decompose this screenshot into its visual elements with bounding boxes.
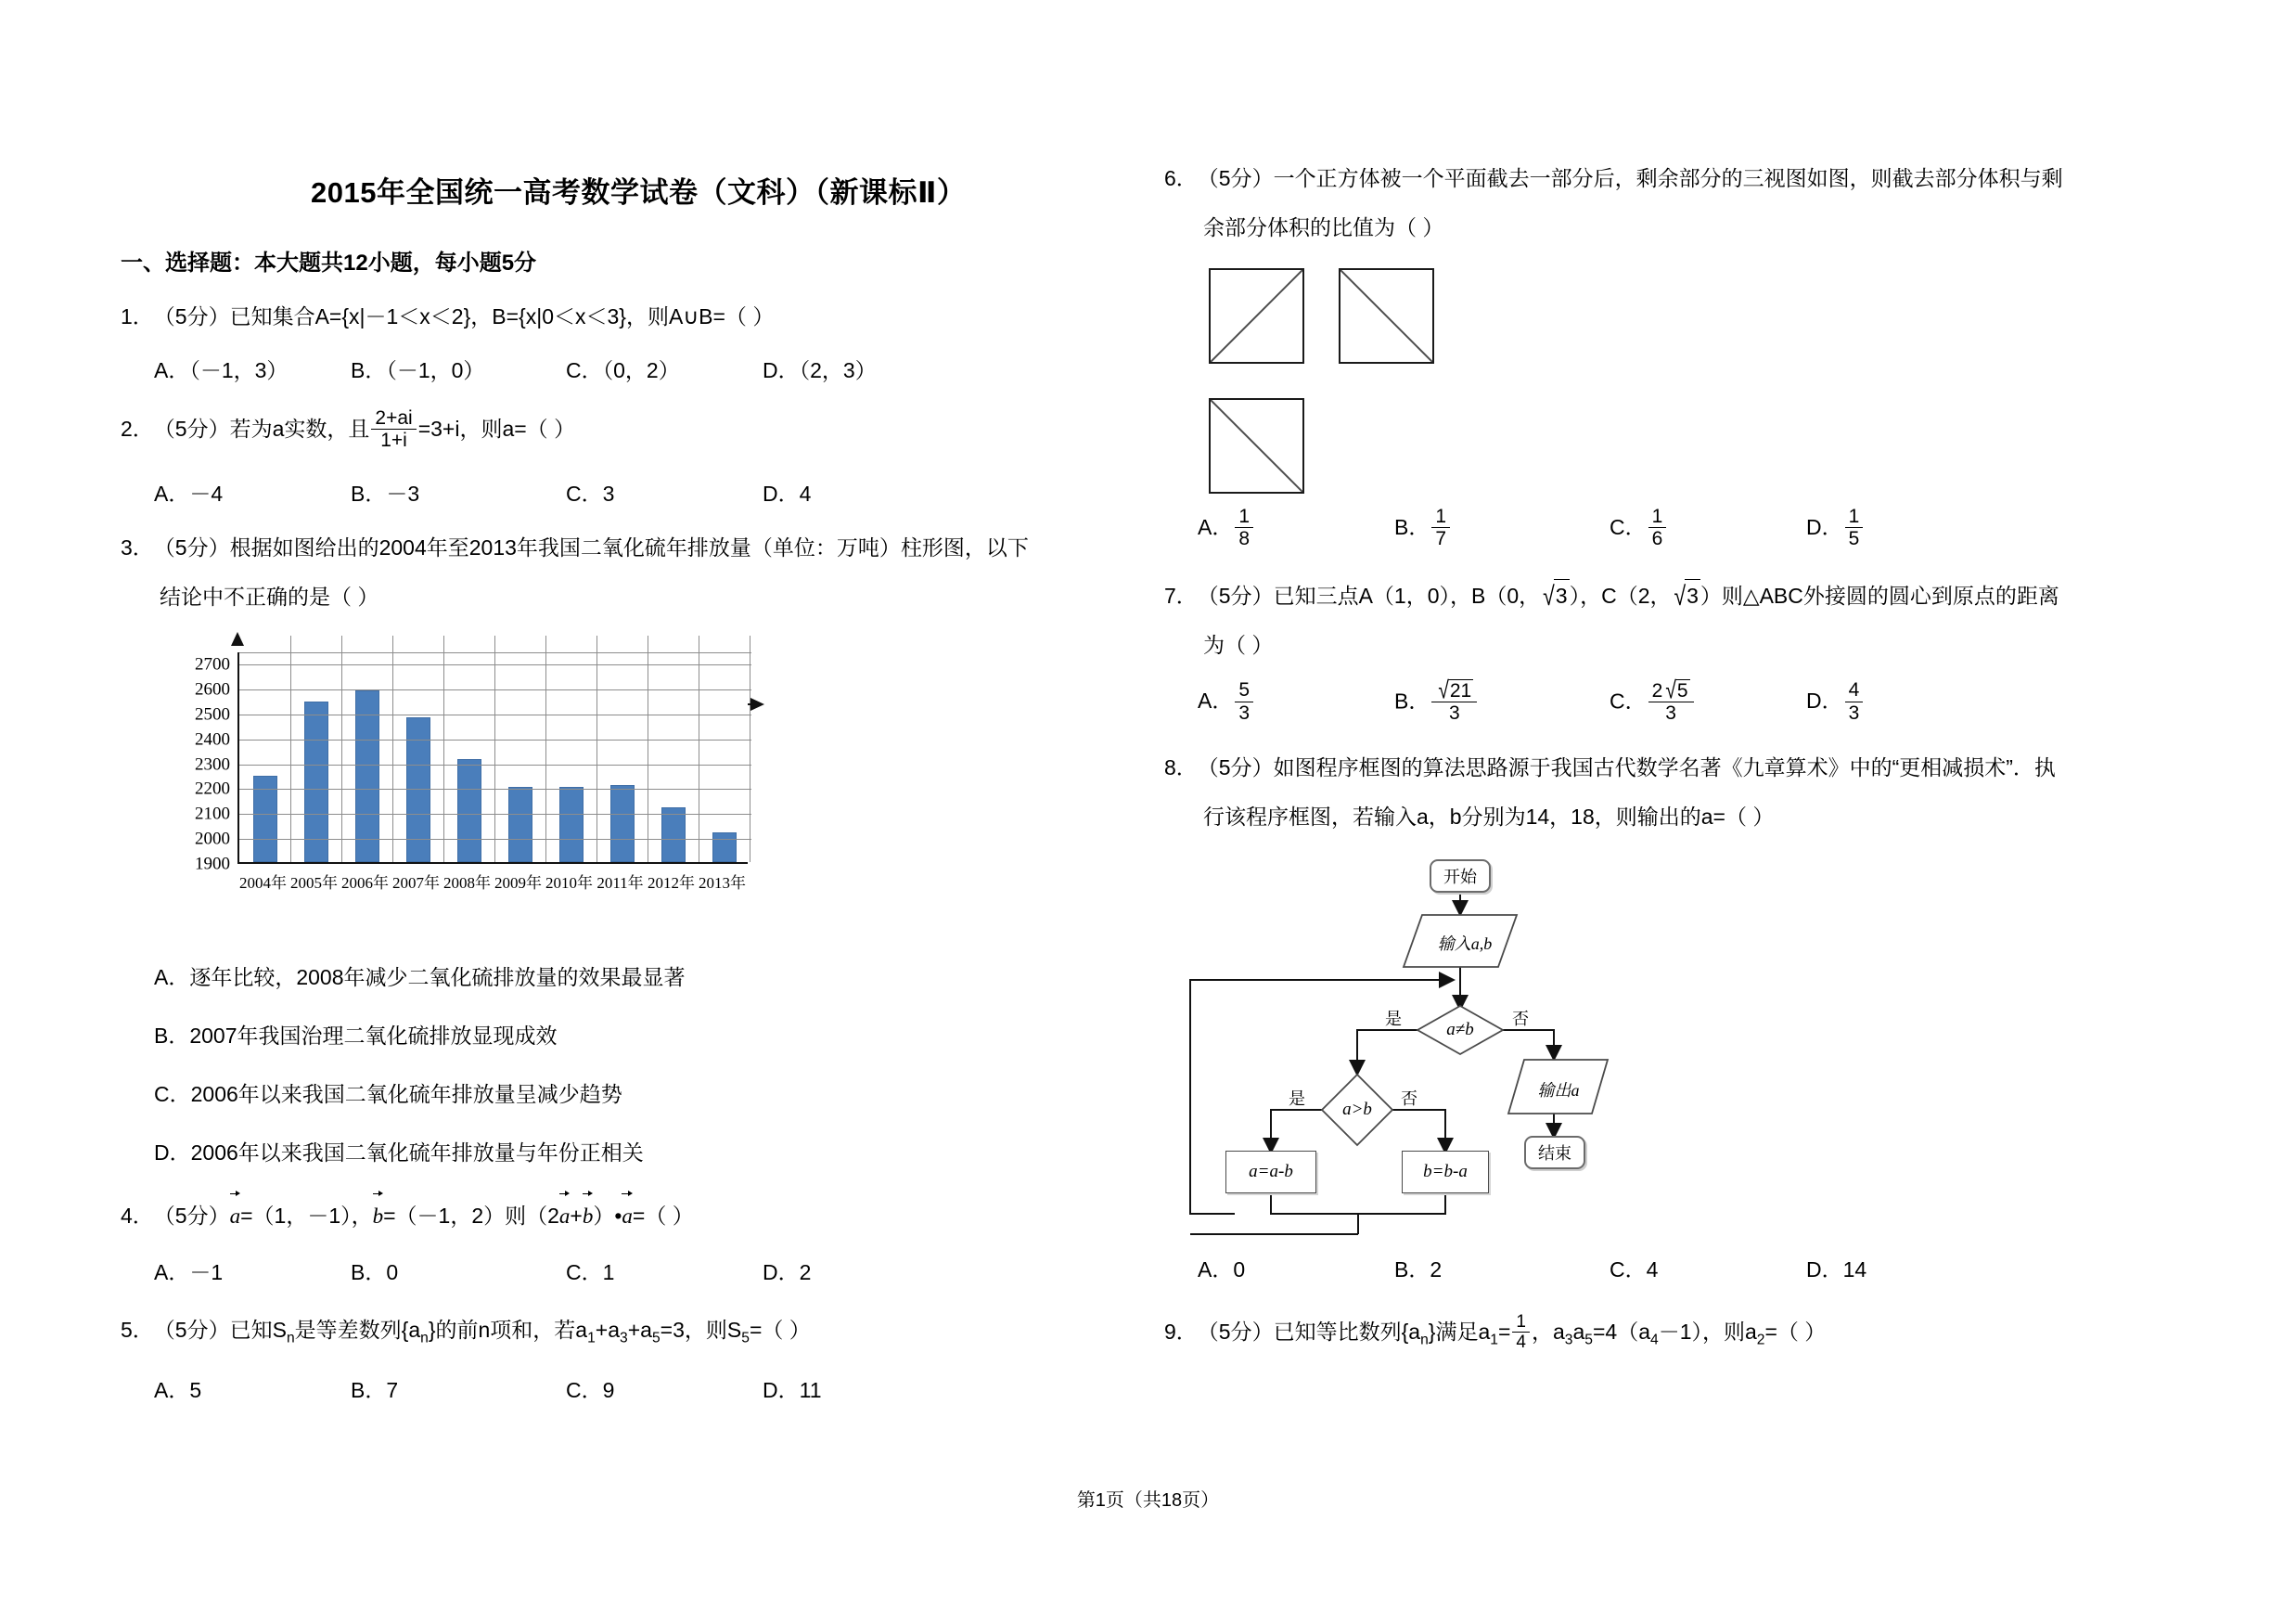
option-d[interactable]: D． $\frac{1}{5}$ <box>1806 507 1865 551</box>
vector-a-1: a <box>230 1198 241 1233</box>
flowchart-start-node: 开始 <box>1430 859 1491 893</box>
question-4: 4．（5分） a=（1，－1）， b=（－1，2）则（2 a+ b）• a=（ ） <box>121 1198 1113 1233</box>
question-5-text: （5分）已知$S_n$是等差数列$\{a_n\}$的前n项和，若$a_1+a_3+a_5=3$，则$S_5=$（ ） <box>153 1317 811 1346</box>
gridline-horizontal <box>239 814 751 815</box>
y-tick-label: 2700 <box>195 654 230 675</box>
three-view-drawing <box>1209 268 1598 496</box>
question-7-number: 7． <box>1164 583 1198 608</box>
question-9-suffix: ，$a_3a_5=4(a_4-1)$，则$a_2=$（ ） <box>1531 1319 1827 1348</box>
question-1-number: 1． <box>121 304 154 328</box>
option-d[interactable]: D． $\frac{4}{3}$ <box>1806 680 1865 725</box>
flowchart-decision-a-ne-b: a≠b <box>1446 1019 1474 1039</box>
y-tick-label: 2000 <box>195 829 230 849</box>
flowchart-process-a-minus-b: a=a-b <box>1225 1151 1316 1193</box>
option-a[interactable]: A．0 <box>1198 1256 1246 1282</box>
vector-a-2: a <box>559 1198 571 1233</box>
fraction: $\frac{2 √5}{3}$ <box>1648 679 1694 725</box>
question-2-suffix: =3+i，则a=（ ） <box>417 417 576 442</box>
gridline-horizontal <box>239 664 751 665</box>
x-tick-label: 2010年 <box>545 873 593 892</box>
question-6-line2: 余部分体积的比值为（ ） <box>1203 214 1444 239</box>
gridline-vertical <box>545 636 546 862</box>
fraction-one-fourth: $\frac{1}{4}$ <box>1512 1312 1530 1353</box>
option-b[interactable]: B． $\frac{1}{7}$ <box>1394 507 1610 551</box>
top-view-square <box>1209 398 1304 494</box>
question-6-options <box>1164 507 2273 551</box>
fraction: $\frac{√21}{3}$ <box>1431 679 1477 725</box>
option-a[interactable]: A． $\frac{1}{8}$ <box>1198 507 1394 551</box>
bar-2008年 <box>457 759 481 862</box>
gridline-horizontal <box>239 689 751 690</box>
question-9-number: 9． <box>1164 1319 1198 1344</box>
vector-b-2: b <box>583 1198 594 1233</box>
bar-2005年 <box>304 702 328 862</box>
option-b[interactable]: B．2007年我国治理二氧化硫排放显现成效 <box>154 1023 558 1048</box>
question-7-options <box>1164 676 2273 726</box>
question-3-number: 3． <box>121 535 154 560</box>
question-8-number: 8． <box>1164 754 1198 779</box>
fraction: $\frac{4}{3}$ <box>1845 679 1864 724</box>
option-a[interactable]: A．逐年比较，2008年减少二氧化硫排放量的效果最显著 <box>154 964 686 989</box>
option-c[interactable]: C． $\frac{1}{6}$ <box>1610 507 1806 551</box>
gridline-vertical <box>392 636 393 862</box>
chart-x-tick-labels <box>237 869 757 897</box>
option-b[interactable]: B．（－1，0） <box>351 357 485 382</box>
gridline-vertical <box>494 636 495 862</box>
sqrt-icon: √3 <box>1674 580 1699 612</box>
bar-2009年 <box>508 787 532 861</box>
option-b[interactable]: B． $\frac{√21}{3}$ <box>1394 680 1610 726</box>
sqrt-icon: √21 <box>1438 676 1472 704</box>
flowchart-process-b-minus-a: b=b-a <box>1402 1151 1489 1193</box>
section-heading: 一、选择题：本大题共12小题，每小题5分 <box>121 251 537 276</box>
question-5-options <box>121 1373 1113 1404</box>
question-7: 7．（5分）已知三点A（1，0），B（0， √3），C（2， √3）则△ABC外接圆的圆心到原点的距离 为（ ） <box>1164 579 2273 662</box>
fraction: $\frac{1}{7}$ <box>1431 506 1450 550</box>
x-tick-label: 2005年 <box>290 873 338 892</box>
x-tick-label: 2011年 <box>596 873 644 892</box>
question-1-options <box>121 354 1113 384</box>
diagonal-tl-br-icon <box>1340 270 1432 362</box>
y-tick-label: 2300 <box>195 754 230 775</box>
gridline-vertical <box>290 636 291 862</box>
bar-2012年 <box>661 807 686 862</box>
page-title: 2015年全国统一高考数学试卷（文科）（新课标Ⅱ） <box>311 176 967 209</box>
sqrt-icon: √5 <box>1665 676 1688 704</box>
x-tick-label: 2008年 <box>443 873 491 892</box>
front-view-square <box>1209 268 1304 364</box>
vector-b-1: b <box>373 1198 384 1233</box>
option-d[interactable]: D．14 <box>1806 1256 1867 1282</box>
option-c[interactable]: C．3 <box>566 481 615 506</box>
program-flowchart <box>1183 852 1832 1242</box>
question-6-line1: （5分）一个正方体被一个平面截去一部分后，剩余部分的三视图如图，则截去部分体积与剩 <box>1197 166 2063 190</box>
question-2-number: 2． <box>121 417 154 442</box>
question-4-score: （5分） <box>153 1203 230 1228</box>
option-d[interactable]: D．11 <box>763 1378 822 1403</box>
question-5 <box>121 1314 1113 1349</box>
flowchart-end-node: 结束 <box>1524 1136 1585 1169</box>
option-d[interactable]: D．（2，3） <box>763 357 877 382</box>
y-tick-label: 2600 <box>195 679 230 700</box>
option-b[interactable]: B．0 <box>351 1259 399 1284</box>
question-1 <box>121 301 1113 333</box>
bar-2006年 <box>355 690 379 862</box>
question-7-line2: 为（ ） <box>1203 632 1274 657</box>
option-c[interactable]: C．2006年以来我国二氧化硫年排放量呈减少趋势 <box>154 1081 622 1106</box>
fraction: $\frac{1}{6}$ <box>1648 506 1667 550</box>
page-footer <box>0 1485 2296 1512</box>
y-tick-label: 2500 <box>195 704 230 725</box>
question-8-options <box>1164 1253 2273 1283</box>
question-9 <box>1164 1313 2273 1354</box>
page-number-text: 第1页（共18页） <box>1076 1490 1220 1511</box>
question-8 <box>1164 752 2273 833</box>
question-3 <box>121 532 1113 613</box>
x-tick-label: 2009年 <box>494 873 542 892</box>
flowchart-output-node-label: 输出a <box>1537 1080 1580 1100</box>
option-a[interactable]: A．－1 <box>154 1259 224 1284</box>
flowchart-decision2-yes-label: 是 <box>1289 1088 1305 1108</box>
flowchart-decision1-no-label: 否 <box>1512 1009 1529 1028</box>
left-column <box>121 0 1113 1404</box>
x-axis-arrow-icon <box>750 698 764 711</box>
bar-2013年 <box>712 832 737 862</box>
flowchart-decision2-no-label: 否 <box>1401 1088 1417 1108</box>
y-tick-label: 2400 <box>195 729 230 750</box>
side-view-square <box>1339 268 1434 364</box>
question-2-prefix: （5分）若为a实数，且 <box>153 417 370 442</box>
option-a[interactable]: A．（－1，3） <box>154 357 289 382</box>
option-d[interactable]: D．4 <box>763 481 812 506</box>
question-3-line2: 结论中不正确的是（ ） <box>160 584 379 609</box>
fraction-2ai-1i: $\frac{2+ai}{1+i}$ <box>371 407 416 452</box>
question-2-options <box>121 477 1113 508</box>
option-b[interactable]: B．－3 <box>351 481 420 506</box>
option-b[interactable]: B．2 <box>1394 1256 1443 1282</box>
gridline-vertical <box>443 636 444 862</box>
flowchart-decision-a-gt-b: a>b <box>1342 1099 1372 1119</box>
question-8-line2: 行该程序框图，若输入a，b分别为14，18，则输出的a=（ ） <box>1203 804 1775 829</box>
fraction: $\frac{1}{8}$ <box>1235 506 1253 550</box>
option-c[interactable]: C． $\frac{2 √5}{3}$ <box>1610 680 1806 726</box>
question-2 <box>121 408 1113 453</box>
x-tick-label: 2004年 <box>239 873 287 892</box>
flowchart-decision1-yes-label: 是 <box>1385 1009 1402 1028</box>
gridline-horizontal <box>239 789 751 790</box>
x-tick-label: 2007年 <box>392 873 440 892</box>
option-d[interactable]: D．2006年以来我国二氧化硫年排放量与年份正相关 <box>154 1140 644 1165</box>
fraction: $\frac{1}{5}$ <box>1845 506 1864 550</box>
option-c[interactable]: C．（0，2） <box>566 357 680 382</box>
question-3-line1: （5分）根据如图给出的2004年至2013年我国二氧化硫年排放量（单位：万吨）柱形图，以下 <box>153 535 1029 560</box>
chart-plot-area <box>237 652 748 864</box>
question-8-line1: （5分）如图程序框图的算法思路源于我国古代数学名著《九章算术》中的“更相减损术”．执 <box>1197 754 2056 779</box>
gridline-horizontal <box>239 839 751 840</box>
x-tick-label: 2006年 <box>341 873 389 892</box>
gridline-vertical <box>341 636 342 862</box>
option-b[interactable]: B．7 <box>351 1378 399 1403</box>
question-1-text: （5分）已知集合A={x|－1＜x＜2}，B={x|0＜x＜3}，则A∪B=（ ） <box>153 304 775 328</box>
question-5-number: 5． <box>121 1317 154 1342</box>
option-d[interactable]: D．2 <box>763 1259 812 1284</box>
flowchart-input-node-label: 输入a,b <box>1437 934 1493 953</box>
fraction: $\frac{5}{3}$ <box>1235 679 1253 724</box>
gridline-horizontal <box>239 652 751 653</box>
option-a[interactable]: A．5 <box>154 1378 202 1403</box>
x-tick-label: 2012年 <box>648 873 695 892</box>
sqrt-icon: √3 <box>1543 580 1568 612</box>
question-3-options <box>121 960 1113 1166</box>
bar-2010年 <box>559 787 584 861</box>
option-c[interactable]: C．9 <box>566 1378 615 1403</box>
diagonal-bl-tr-icon <box>1211 270 1302 362</box>
diagonal-tl-br-icon <box>1211 400 1302 492</box>
right-column <box>1164 0 2273 1353</box>
option-c[interactable]: C．4 <box>1610 1256 1659 1282</box>
question-6-number: 6． <box>1164 166 1198 190</box>
question-9-prefix: （5分）已知等比数列$\{a_n\}$满足$a_1=$ <box>1197 1319 1511 1348</box>
chart-bars <box>239 650 748 862</box>
gridline-horizontal <box>239 765 751 766</box>
gridline-horizontal <box>239 740 751 741</box>
chart-y-tick-labels <box>167 636 234 884</box>
x-tick-label: 2013年 <box>699 873 746 892</box>
option-a[interactable]: A． $\frac{5}{3}$ <box>1198 680 1394 725</box>
question-6 <box>1164 162 2273 244</box>
y-tick-label: 2200 <box>195 779 230 799</box>
option-c[interactable]: C．1 <box>566 1259 615 1284</box>
y-tick-label: 1900 <box>195 854 230 874</box>
y-tick-label: 2100 <box>195 804 230 824</box>
option-a[interactable]: A．－4 <box>154 481 224 506</box>
question-4-number: 4． <box>121 1203 154 1228</box>
sulfur-dioxide-bar-chart <box>167 636 816 933</box>
bar-2011年 <box>610 785 635 862</box>
vector-a-3: a <box>622 1198 633 1233</box>
question-4-options <box>121 1256 1113 1286</box>
gridline-vertical <box>596 636 597 862</box>
